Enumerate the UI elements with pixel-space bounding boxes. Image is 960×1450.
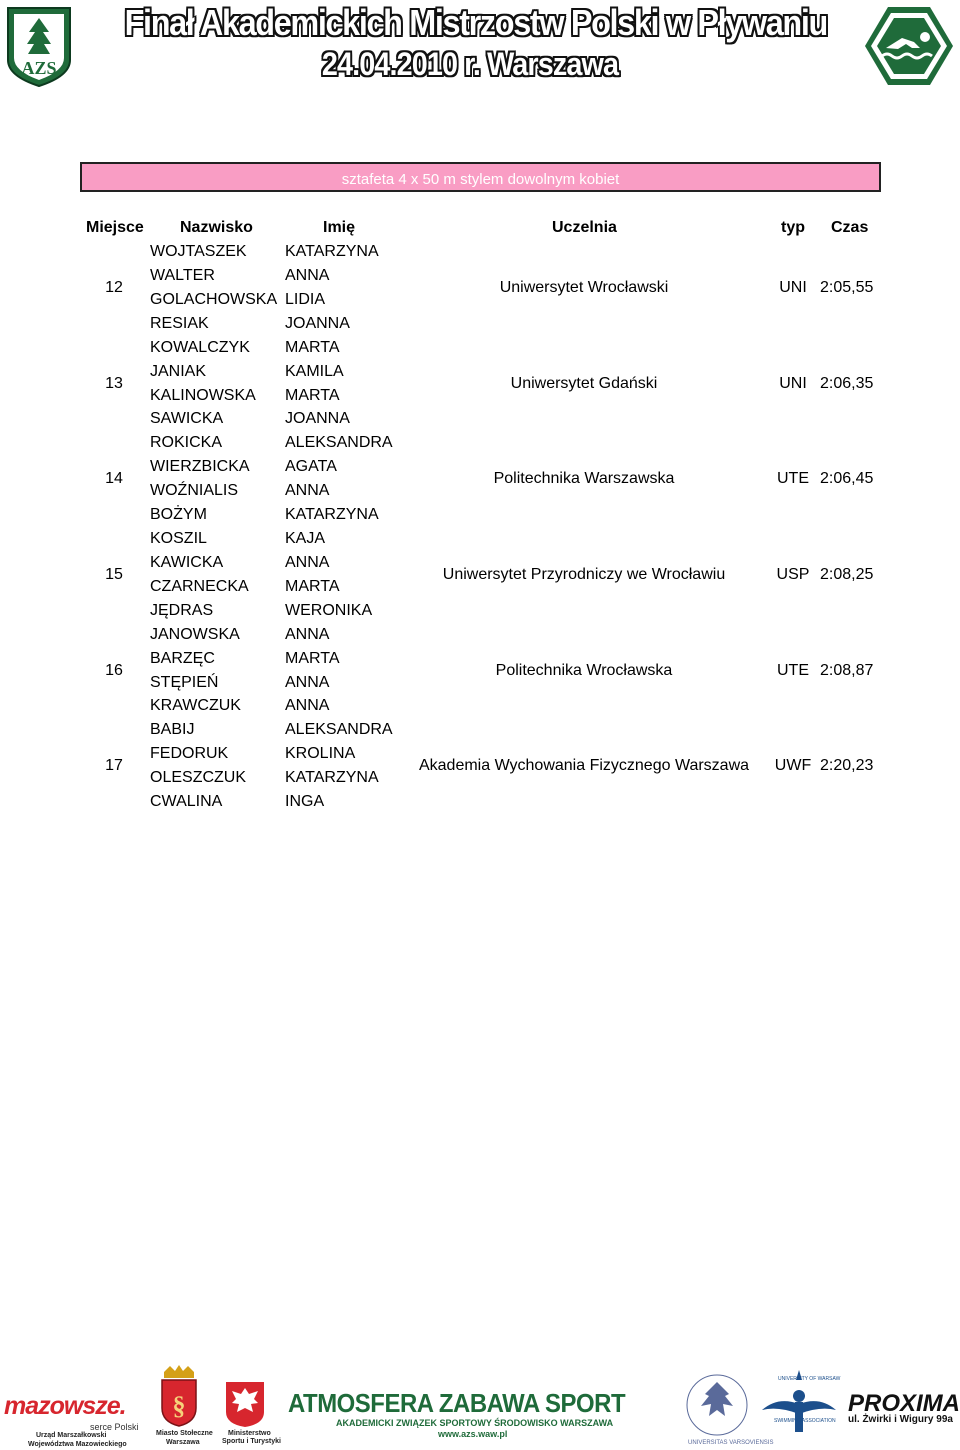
team-university: Uniwersytet Przyrodniczy we Wrocławiu (442, 565, 726, 583)
member-firstname: ANNA (285, 697, 330, 715)
member-surname: WOJTASZEK (150, 243, 247, 260)
university-seal-text: UNIVERSITAS VARSOVIENSIS (688, 1440, 774, 1446)
slogan: ATMOSFERA ZABAWA SPORT (288, 1388, 626, 1418)
university-seal-icon (684, 1368, 750, 1442)
member-firstname: MARTA (285, 577, 340, 595)
member-surname: KOSZIL (150, 530, 207, 548)
team-university: Uniwersytet Gdański (510, 374, 658, 392)
warsaw-caption-2: Warszawa (166, 1439, 200, 1446)
member-firstname: MARTA (285, 338, 340, 356)
member-surname: FEDORUK (150, 745, 229, 763)
mazowsze-logo: mazowsze. (4, 1392, 126, 1420)
member-firstname: MARTA (285, 649, 340, 667)
event-banner (80, 162, 881, 192)
header-university: Uczelnia (552, 219, 617, 236)
mazowsze-slogan: serce Polski (90, 1422, 139, 1432)
team-type: USP (776, 565, 810, 583)
member-firstname: KROLINA (285, 745, 356, 763)
page-title: Finał Akademickich Mistrzostw Polski w Pływaniu (124, 2, 827, 43)
member-surname: RESIAK (150, 314, 209, 332)
team-type: UNI (779, 374, 807, 392)
member-surname: KOWALCZYK (150, 338, 250, 356)
member-firstname: KATARZYNA (285, 769, 379, 787)
member-surname: WOŹNIALIS (150, 482, 239, 500)
member-firstname: JOANNA (285, 410, 350, 428)
team-place: 17 (105, 757, 123, 775)
azs-organization-name: AKADEMICKI ZWIĄZEK SPORTOWY ŚRODOWISKO WARSZAWA (336, 1418, 614, 1428)
team-university: Politechnika Wrocławska (495, 661, 673, 679)
azs-logo (4, 4, 74, 88)
member-firstname: KAJA (285, 530, 326, 548)
member-surname: ROKICKA (150, 434, 223, 452)
member-surname: KRAWCZUK (150, 697, 241, 715)
team-place: 13 (105, 374, 123, 392)
member-surname: BOŻYM (150, 506, 207, 524)
member-surname: WALTER (150, 266, 215, 284)
header-time: Czas (831, 219, 869, 236)
team-place: 15 (105, 565, 123, 583)
member-firstname: KAMILA (285, 362, 344, 380)
team-time: 2:05,55 (820, 278, 874, 296)
azs-url: www.azs.waw.pl (438, 1429, 508, 1439)
team-place: 16 (105, 661, 123, 679)
swim-assoc-bottom-text: SWIMMING ASSOCIATION (774, 1418, 836, 1424)
header-place: Miejsce (86, 219, 144, 236)
member-surname: JĘDRAS (150, 601, 214, 619)
member-firstname: ANNA (285, 482, 330, 500)
member-surname: JANIAK (150, 362, 207, 380)
team-type: UTE (777, 470, 809, 488)
member-surname: BABIJ (150, 721, 195, 739)
member-surname: KAWICKA (150, 553, 224, 571)
member-surname: GOLACHOWSKA (150, 290, 278, 308)
team-university: Politechnika Warszawska (493, 470, 675, 488)
header-surname: Nazwisko (180, 219, 253, 236)
member-firstname: ANNA (285, 673, 330, 691)
team-university: Uniwersytet Wrocławski (499, 278, 669, 296)
member-firstname: JOANNA (285, 314, 350, 332)
team-time: 2:20,23 (820, 757, 874, 775)
svg-text:AZS: AZS (21, 58, 57, 78)
team-time: 2:08,87 (820, 661, 874, 679)
ministry-caption-2: Sportu i Turystyki (222, 1438, 281, 1445)
member-firstname: AGATA (285, 458, 337, 476)
member-surname: KALINOWSKA (150, 386, 256, 404)
proxima-logo: PROXIMA (848, 1390, 960, 1417)
member-surname: SAWICKA (150, 410, 224, 428)
warsaw-caption-1: Miasto Stołeczne (156, 1430, 213, 1437)
member-surname: JANOWSKA (150, 625, 240, 643)
member-firstname: LIDIA (285, 290, 326, 308)
swim-assoc-top-text: UNIVERSITY OF WARSAW (778, 1376, 841, 1382)
member-surname: BARZĘC (150, 649, 215, 667)
member-surname: OLESZCZUK (150, 769, 247, 787)
event-label: sztafeta 4 x 50 m stylem dowolnym kobiet (341, 171, 620, 188)
member-firstname: ALEKSANDRA (285, 434, 393, 452)
header-firstname: Imię (323, 219, 356, 236)
member-firstname: MARTA (285, 386, 340, 404)
member-firstname: ANNA (285, 625, 330, 643)
member-firstname: INGA (285, 793, 325, 811)
member-firstname: KATARZYNA (285, 243, 379, 260)
svg-text:§: § (172, 1391, 186, 1420)
member-firstname: ALEKSANDRA (285, 721, 393, 739)
mazowsze-caption-1: Urząd Marszałkowski (36, 1432, 107, 1439)
team-time: 2:08,25 (820, 565, 874, 583)
member-surname: CZARNECKA (150, 577, 249, 595)
member-firstname: WERONIKA (285, 601, 373, 619)
header-type: typ (781, 219, 805, 236)
polish-eagle-icon (222, 1378, 268, 1428)
sponsor-footer (0, 1360, 960, 1450)
team-time: 2:06,35 (820, 374, 874, 392)
team-place: 14 (105, 470, 123, 488)
team-type: UWF (774, 757, 812, 775)
team-type: UNI (779, 278, 807, 296)
member-surname: CWALINA (150, 793, 223, 811)
team-place: 12 (105, 278, 123, 296)
ministry-caption-1: Ministerstwo (228, 1430, 271, 1437)
member-firstname: ANNA (285, 553, 330, 571)
mazowsze-caption-2: Województwa Mazowieckiego (28, 1441, 127, 1448)
member-surname: STĘPIEŃ (150, 673, 219, 691)
proxima-address: ul. Żwirki i Wigury 99a (848, 1414, 953, 1425)
warsaw-crest-icon (158, 1364, 200, 1428)
member-surname: WIERZBICKA (150, 458, 250, 476)
member-firstname: KATARZYNA (285, 506, 379, 524)
member-firstname: ANNA (285, 266, 330, 284)
swimming-icon (862, 4, 956, 88)
event-date: 24.04.2010 r. Warszawa (321, 46, 619, 82)
team-university: Akademia Wychowania Fizycznego Warszawa (418, 757, 750, 775)
team-type: UTE (777, 661, 809, 679)
team-time: 2:06,45 (820, 470, 874, 488)
